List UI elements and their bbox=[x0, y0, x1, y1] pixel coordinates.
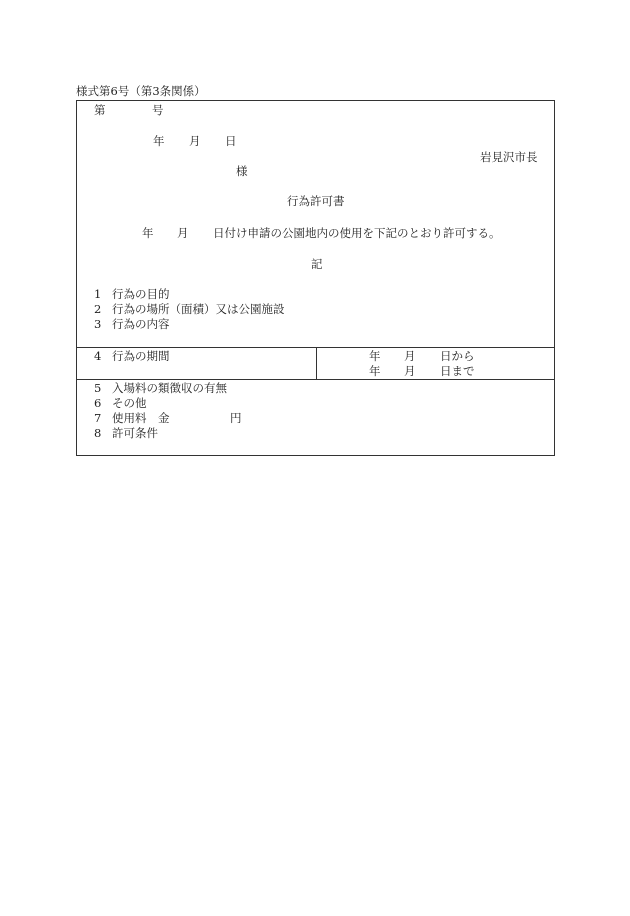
item-num: 3 bbox=[94, 317, 102, 331]
item-label-other: その他 bbox=[112, 396, 147, 410]
item-num: 2 bbox=[94, 302, 102, 316]
item-label-entry-fee: 入場料の類徴収の有無 bbox=[112, 381, 227, 395]
item-num: 8 bbox=[94, 426, 102, 440]
item-label-content: 行為の内容 bbox=[112, 317, 170, 331]
item-label-location: 行為の場所（面積）又は公園施設 bbox=[112, 302, 285, 316]
item-num: 4 bbox=[94, 349, 102, 363]
period-to-year: 年 bbox=[369, 364, 381, 378]
date-year: 年 bbox=[153, 134, 165, 148]
item-label-usage-fee: 使用料 金 bbox=[112, 411, 170, 425]
number-prefix: 第 bbox=[94, 103, 106, 117]
item-num: 7 bbox=[94, 411, 102, 425]
body-year: 年 bbox=[142, 226, 154, 240]
item-label-purpose: 行為の目的 bbox=[112, 287, 170, 301]
period-from-day: 日から bbox=[440, 349, 475, 363]
item-num: 5 bbox=[94, 381, 102, 395]
period-to-month: 月 bbox=[404, 364, 416, 378]
issuer: 岩見沢市長 bbox=[480, 150, 538, 164]
body-month: 月 bbox=[177, 226, 189, 240]
addressee-suffix: 様 bbox=[236, 164, 248, 178]
item-label-period: 行為の期間 bbox=[112, 349, 170, 363]
period-to-day: 日まで bbox=[440, 364, 475, 378]
item-label-conditions: 許可条件 bbox=[112, 426, 158, 440]
divider-period-bottom bbox=[76, 379, 555, 380]
document-title: 行為許可書 bbox=[287, 194, 345, 208]
date-month: 月 bbox=[189, 134, 201, 148]
form-label: 様式第6号（第3条関係） bbox=[76, 84, 206, 98]
ki-marker: 記 bbox=[311, 257, 323, 271]
item-num: 1 bbox=[94, 287, 102, 301]
period-from-month: 月 bbox=[404, 349, 416, 363]
date-day: 日 bbox=[225, 134, 237, 148]
usage-fee-unit: 円 bbox=[230, 411, 242, 425]
item-num: 6 bbox=[94, 396, 102, 410]
period-from-year: 年 bbox=[369, 349, 381, 363]
number-suffix: 号 bbox=[152, 103, 164, 117]
body-sentence: 日付け申請の公園地内の使用を下記のとおり許可する。 bbox=[213, 226, 501, 240]
divider-period-vertical bbox=[316, 347, 317, 379]
